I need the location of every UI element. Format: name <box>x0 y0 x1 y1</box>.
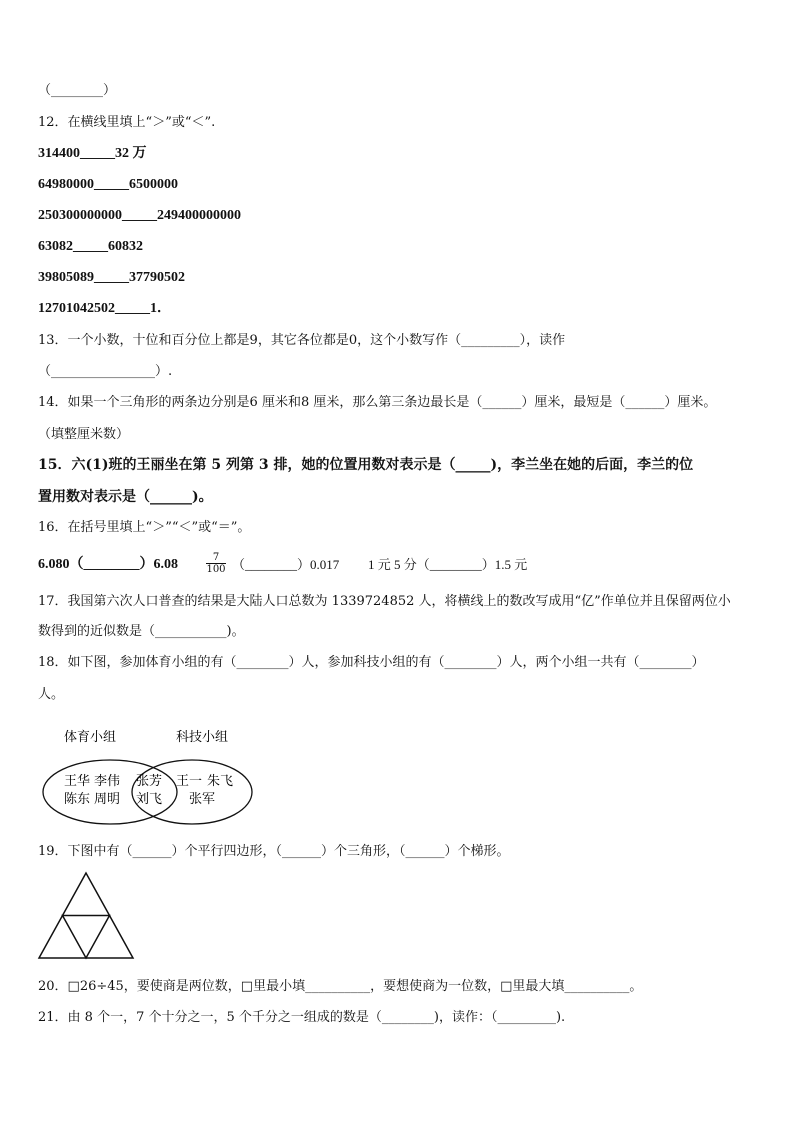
question-11-tail: （________） <box>38 83 117 98</box>
venn-name-li-wei: 李伟 <box>94 774 121 789</box>
venn-left-title: 体育小组 <box>64 730 117 745</box>
venn-name-zhu-fei: 朱飞 <box>207 774 234 789</box>
question-13-line-1: 13．一个小数，十位和百分位上都是9，其它各位都是0，这个小数写作（_________），读作 <box>38 333 566 348</box>
question-12-row-6: 12701042502_____1． <box>38 301 171 316</box>
question-19-line-1: 19．下图中有（______）个平行四边形，（______）个三角形，（______）个梯形。 <box>38 844 510 859</box>
question-14-line-2: （填整厘米数） <box>38 427 130 442</box>
fraction-numerator: 7 <box>212 552 220 563</box>
fraction-denominator: 100 <box>206 564 226 575</box>
question-21-line-1: 21．由 8 个一，7 个十分之一，5 个千分之一组成的数是（________)，读作：（_________). <box>38 1010 566 1025</box>
question-12-row-4: 63082_____60832 <box>38 239 143 254</box>
question-12-row-1: 314400_____32 万 <box>38 146 147 161</box>
question-12-row-3: 250300000000_____249400000000 <box>38 208 241 223</box>
venn-name-chen-dong: 陈东 <box>64 792 91 807</box>
question-12-row-5: 39805089_____37790502 <box>38 270 185 285</box>
question-17-line-2: 数得到的近似数是（___________)。 <box>38 624 245 639</box>
venn-name-zhang-fang: 张芳 <box>136 774 163 789</box>
question-17-line-1: 17．我国第六次人口普查的结果是大陆人口总数为 1339724852 人，将横线上的数改写成用“亿”作单位并且保留两位小 <box>38 594 731 609</box>
venn-name-zhou-ming: 周明 <box>94 792 121 807</box>
question-16-fraction <box>206 552 226 575</box>
inner-triangle <box>63 916 110 959</box>
venn-name-zhang-jun: 张军 <box>189 792 216 807</box>
question-18-line-1: 18．如下图，参加体育小组的有（________）人，参加科技小组的有（________）人，两个小组一共有（________） <box>38 655 705 670</box>
triangle-figure <box>36 870 140 962</box>
venn-right-title: 科技小组 <box>176 730 229 745</box>
question-16-item-1: 6.080（________）6.08 <box>38 557 178 572</box>
question-15-line-1: 15．六(1)班的王丽坐在第 5 列第 3 排，她的位置用数对表示是（_____)，李兰坐在她的后面，李兰的位 <box>38 457 694 473</box>
venn-name-liu-fei: 刘飞 <box>136 792 163 807</box>
question-18-line-2: 人。 <box>38 687 65 702</box>
venn-name-wang-hua: 王华 <box>64 774 91 789</box>
question-16-stem: 16．在括号里填上“＞”“＜”或“＝”。 <box>38 520 251 535</box>
question-12-stem: 12．在横线里填上“＞”或“＜”. <box>38 115 216 130</box>
question-20-line-1: 20．□26÷45，要使商是两位数，□里最小填__________，要想使商为一位数，□里最大填__________。 <box>38 979 643 994</box>
question-15-line-2: 置用数对表示是（______)。 <box>38 489 213 505</box>
question-12-row-2: 64980000_____6500000 <box>38 177 178 192</box>
question-16-item-2: （________）0.017 <box>232 557 340 572</box>
question-13-line-2: （________________）. <box>38 364 173 379</box>
question-16-item-3: 1 元 5 分（________）1.5 元 <box>368 557 528 572</box>
venn-name-wang-yi: 王一 <box>176 774 203 789</box>
question-14-line-1: 14．如果一个三角形的两条边分别是6 厘米和8 厘米，那么第三条边最长是（______）厘米，最短是（______）厘米。 <box>38 395 717 410</box>
venn-diagram <box>40 722 260 830</box>
